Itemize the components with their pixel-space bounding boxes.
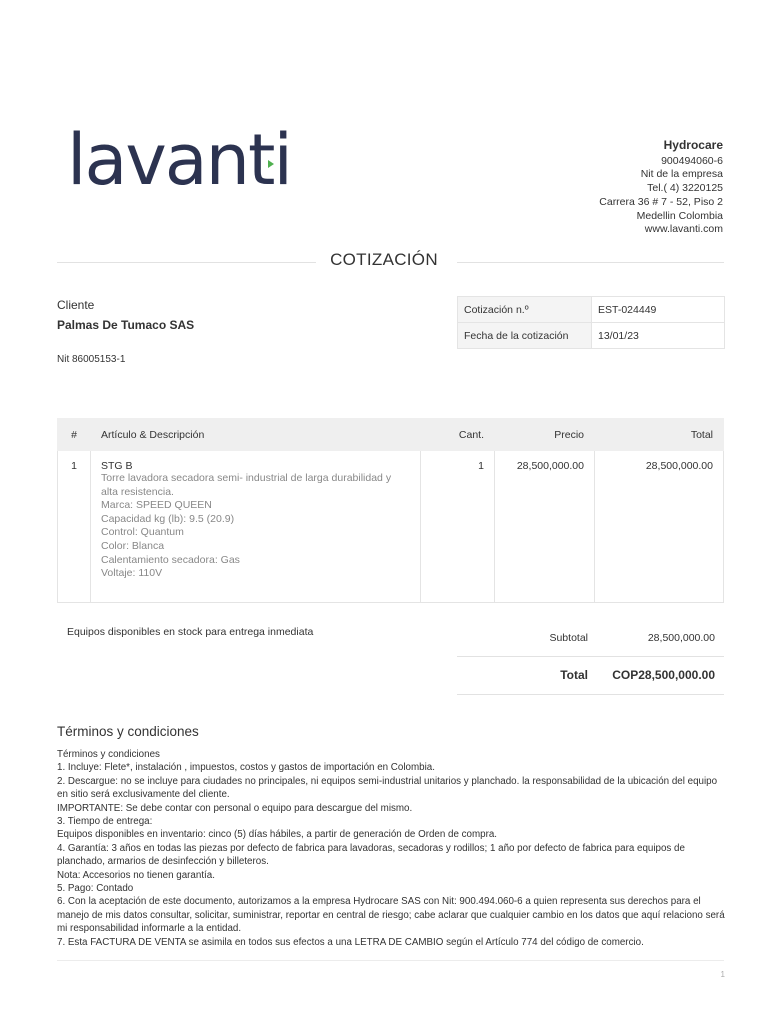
terms-line: Términos y condiciones: [57, 749, 160, 760]
terms-line: 5. Pago: Contado: [57, 883, 134, 895]
terms-line: 7. Esta FACTURA DE VENTA se asimila en todos sus efectos a una LETRA DE CAMBIO según el Artículo 774 del código de comercio.: [57, 936, 644, 948]
item-desc-line: Calentamiento secadora: Gas: [101, 553, 240, 566]
customer-notes: Equipos disponibles en stock para entrega inmediata: [67, 626, 314, 638]
terms-line: 4. Garantía: 3 años en todas las piezas por defecto de fabrica para lavadoras, secadoras y rodillos; 1 año por defecto de fabrica para equipos de planchado, armarios de desinfección y billeteros.: [57, 842, 685, 868]
item-quantity: 1: [421, 451, 495, 603]
company-address: Carrera 36 # 7 - 52, Piso 2: [599, 195, 723, 208]
header-number: #: [58, 419, 91, 451]
company-website: www.lavanti.com: [644, 223, 723, 236]
company-nit: 900494060-6: [661, 154, 723, 167]
header-price: Precio: [495, 419, 595, 451]
header-quantity: Cant.: [421, 419, 495, 451]
company-phone: Tel.( 4) 3220125: [647, 182, 723, 195]
company-logo: lavanti: [67, 119, 291, 201]
table-row: [58, 451, 724, 603]
quote-date-row: [458, 323, 725, 349]
totals-divider: [457, 656, 724, 657]
logo-accent-icon: [268, 160, 274, 168]
item-name: STG B: [101, 460, 133, 472]
company-city: Medellin Colombia: [636, 209, 723, 222]
total-label: Total: [560, 668, 588, 682]
header-total: Total: [595, 419, 724, 451]
document-title: COTIZACIÓN: [0, 250, 768, 270]
item-desc-line: Marca: SPEED QUEEN: [101, 499, 212, 512]
quote-number-row: [458, 297, 725, 323]
terms-line: 3. Tiempo de entrega:: [57, 816, 153, 828]
quote-date-value: 13/01/23: [592, 323, 725, 349]
item-desc-line: Color: Blanca: [101, 539, 165, 552]
terms-line: 1. Incluye: Flete*, instalación , impuestos, costos y gastos de importación en Colombia.: [57, 762, 435, 774]
terms-title: Términos y condiciones: [57, 724, 199, 739]
quote-meta-table: [457, 296, 725, 349]
items-header-row: [58, 419, 724, 451]
item-description-cell: [91, 451, 421, 603]
company-info: [599, 139, 723, 237]
item-total: 28,500,000.00: [595, 451, 724, 603]
quote-number-label: Cotización n.º: [458, 297, 592, 323]
company-name: Hydrocare: [663, 138, 723, 152]
terms-line: 2. Descargue: no se incluye para ciudades no principales, ni equipos semi-industrial unitarios y planchado. la responsabilidad de la ubicación del equipo en sitio será exclusivamente del cliente.: [57, 775, 718, 801]
client-label: Cliente: [57, 298, 95, 312]
item-desc-line: Voltaje: 110V: [101, 567, 163, 580]
header-description: Artículo & Descripción: [91, 419, 421, 451]
terms-line: IMPORTANTE: Se debe contar con personal o equipo para descargue del mismo.: [57, 802, 413, 814]
terms-line: Nota: Accesorios no tienen garantía.: [57, 869, 215, 881]
item-description: [101, 472, 410, 581]
page-number: 1: [720, 970, 725, 979]
terms-body: [57, 748, 725, 949]
client-name: Palmas De Tumaco SAS: [57, 318, 195, 332]
item-desc-line: Capacidad kg (lb): 9.5 (20.9): [101, 512, 235, 525]
terms-line: 6. Con la aceptación de este documento, autorizamos a la empresa Hydrocare SAS con Nit: 900.494.060-6 a quien representa sus derechos para el manejo de mis datos consultar, solicitar, suministrar, reportar en central de riesgo; cabe aclarar que cualquier cambio en los datos que aquí relaciono será mi responsabilidad informarle a la entidad.: [57, 896, 725, 935]
totals-divider-bottom: [457, 694, 724, 695]
item-desc-line: Torre lavadora secadora semi- industrial de larga durabilidad y alta resistencia.: [101, 472, 392, 498]
terms-line: Equipos disponibles en inventario: cinco (5) días hábiles, a partir de generación de Orden de compra.: [57, 829, 498, 841]
company-nit-label: Nit de la empresa: [640, 168, 723, 181]
item-price: 28,500,000.00: [495, 451, 595, 603]
footer-divider: [57, 960, 724, 961]
quote-date-label: Fecha de la cotización: [458, 323, 592, 349]
quote-number-value: EST-024449: [592, 297, 725, 323]
items-table: [57, 418, 724, 603]
client-nit: Nit 86005153-1: [57, 354, 126, 365]
item-desc-line: Control: Quantum: [101, 526, 184, 539]
item-number: 1: [58, 451, 91, 603]
subtotal-label: Subtotal: [549, 632, 588, 644]
subtotal-value: 28,500,000.00: [647, 632, 715, 644]
total-value: COP28,500,000.00: [612, 668, 715, 682]
